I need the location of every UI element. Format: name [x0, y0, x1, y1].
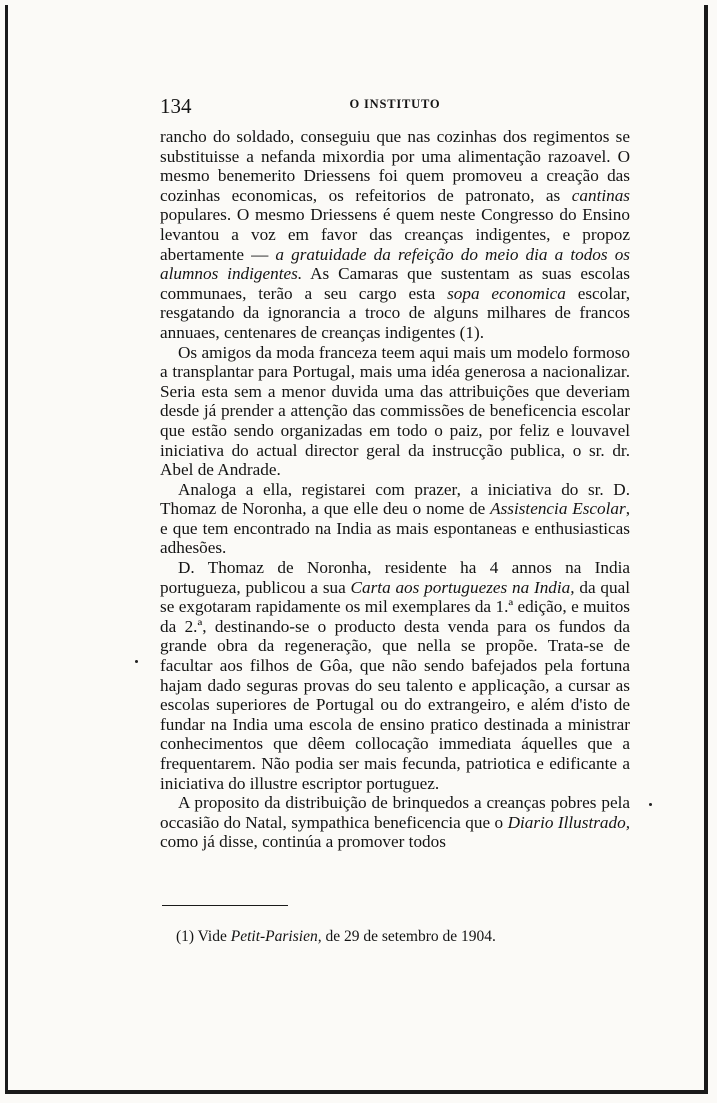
page-header [160, 94, 630, 116]
running-title: O INSTITUTO [349, 97, 441, 111]
text-run: Os amigos da moda franceza teem aqui mais um modelo formoso a transplantar para Portugal, mais uma idéa generosa a nacionalizar. Seria esta sem a menor duvida uma das attribuições que deveriam desde já prender a attenção das commissões de beneficencia escolar que estão sendo organizadas em todo o paiz, por feliz e louvavel iniciativa do actual director geral da instrucção publica, o sr. dr. Abel de Andrade. [160, 342, 630, 480]
text-run: populares. O mesmo Driessens é quem neste Congresso do Ensino levantou a voz em favor das creanças indigentes, e propoz abertamente — [160, 205, 630, 264]
paragraph [160, 793, 630, 852]
paragraph [160, 480, 630, 558]
footnote-source: Petit-Parisien, [230, 928, 322, 945]
text-run: escolar, resgatando da ignorancia a troco de alguns milhares de francos annuaes, centenares de creanças indigentes (1). [160, 283, 631, 342]
italic-text: Diario Illustrado, [507, 812, 631, 832]
italic-text: sopa economica [447, 283, 566, 303]
italic-text: Assistencia Escolar [490, 499, 626, 519]
italic-text: cantinas [571, 185, 630, 205]
text-run: , e que tem encontrado na India as mais espontaneas e enthusiasticas adhesões. [160, 499, 630, 558]
text-run: como já disse, continúa a promover todos [160, 832, 446, 852]
paragraph [160, 127, 630, 343]
text-run: da qual se exgotaram rapidamente os mil exemplares da 1.ª edição, e muitos da 2.ª, destinando-se o producto desta venda para os fundos da grande obra da regeneração, que nella se propõe. Trata-se de facultar aos filhos de Gôa, que não sendo bafejados pela fortuna hajam dado seguras provas do seu talento e applicação, a cursar as escolas superiores de Portugal ou do extrangeiro, e além d'isto de fundar na India uma escola de ensino pratico destinada a ministrar conhecimentos que dêem collocação immediata áquelles que a frequentarem. Não podia ser mais fecunda, patriotica e edificante a iniciativa do illustre escriptor portuguez. [160, 577, 630, 793]
footnote-rest: de 29 de setembro de 1904. [321, 928, 496, 945]
italic-text: a gratuidade da refeição do meio dia a todos os alumnos indigentes. [160, 244, 630, 284]
footnote-divider [162, 905, 288, 906]
text-run: As Camaras que sustentam as suas escolas communaes, terão a seu cargo esta [160, 264, 630, 303]
footnote [176, 927, 630, 947]
text-run: D. Thomaz de Noronha, residente ha 4 annos na India portugueza, publicou a sua [160, 558, 630, 597]
paragraph [160, 343, 630, 480]
text-run: rancho do soldado, conseguiu que nas cozinhas dos regimentos se substituisse a nefanda mixordia por uma alimentação razoavel. O mesmo benemerito Driessens foi quem promoveu a creação das cozinhas economicas, os refeitorios de patronato, as [160, 127, 630, 205]
text-run: A proposito da distribuição de brinquedos a creanças pobres pela occasião do Natal, sympathica beneficencia que o [160, 793, 630, 832]
text-run: Analoga a ella, registarei com prazer, a iniciativa do sr. D. Thomaz de Noronha, a que elle deu o nome de [160, 479, 630, 519]
italic-text: Carta aos portuguezes na India, [350, 577, 575, 597]
paragraph [160, 558, 630, 793]
speck-mark [135, 660, 138, 663]
body-text [160, 127, 630, 852]
speck-mark [649, 803, 652, 806]
page-number: 134 [160, 94, 192, 118]
footnote-marker: (1) Vide [176, 928, 231, 945]
